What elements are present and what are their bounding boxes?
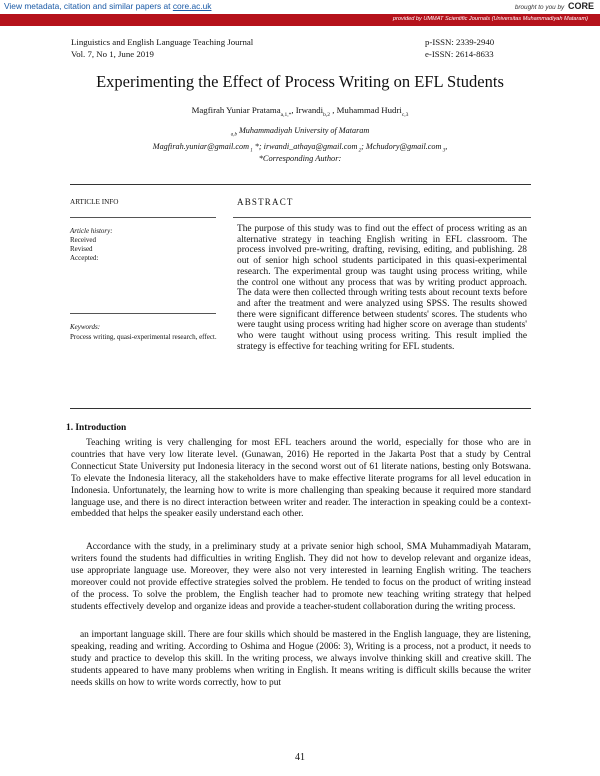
issn-block bbox=[425, 36, 494, 60]
section-heading-introduction: 1. Introduction bbox=[66, 423, 127, 433]
brought-by-text: brought to you by bbox=[514, 4, 565, 11]
email-3-sup: 3 bbox=[441, 148, 446, 154]
email-2-sup: 2 bbox=[357, 148, 362, 154]
keywords-list: Process writing, quasi-experimental research, effect. bbox=[70, 332, 217, 341]
revised: Revised bbox=[70, 245, 93, 253]
intro-paragraph-1: Teaching writing is very challenging for most EFL teachers around the world, especially for those who are in countries that have very low literate level. (Gunawan, 2016) He reported in the Jakarta Post that a study by Central Connecticut State University put Indonesia literacy in the second worst out of 61 literate nations, besting only Botswana. To elevate the Indonesia literacy, all the stakeholders have to make effective literate programs for all level education in Indonesia. Unfortunately, the learning how to write is more challenging than speaking because it required more standard language use, and there is no direct interaction between writer and reader. The interaction in speaking could be a context-embedded that helps the speaker easily understand each other. bbox=[71, 438, 531, 520]
author-2-sup: b,2 bbox=[323, 111, 330, 118]
article-info-heading: ARTICLE INFO bbox=[70, 198, 119, 206]
core-logo[interactable]: CORE bbox=[567, 1, 594, 11]
email-2: *; irwandi_athaya@gmail.com bbox=[252, 141, 358, 151]
author-2: , Irwandi bbox=[291, 105, 324, 115]
history-rule bbox=[70, 313, 216, 314]
keywords-label: Keywords: bbox=[70, 323, 101, 331]
core-metadata-link[interactable] bbox=[4, 1, 211, 11]
info-rule bbox=[70, 217, 216, 218]
journal-header bbox=[71, 36, 253, 60]
author-3-sup: c,3 bbox=[401, 111, 409, 118]
history-label: Article history: bbox=[70, 227, 113, 235]
top-rule bbox=[70, 184, 531, 185]
author-1-sup: a,1,* bbox=[280, 111, 292, 118]
email-1: Magfirah.yuniar@gmail.com bbox=[152, 141, 249, 151]
e-issn: e-ISSN: 2614-8633 bbox=[425, 49, 494, 59]
corresponding-author: *Corresponding Author: bbox=[258, 154, 342, 163]
journal-volume: Vol. 7, No 1, June 2019 bbox=[71, 49, 154, 59]
provider-text: provided by UMMAT Scientific Journals (Universitas Muhammadiyah Mataram) bbox=[392, 16, 588, 22]
affil-sup: a,b bbox=[230, 132, 237, 138]
core-link[interactable]: core.ac.uk bbox=[172, 1, 212, 11]
affiliation bbox=[0, 125, 600, 156]
email-3: ; Mchudory@gmail.com bbox=[361, 141, 442, 151]
bottom-rule bbox=[70, 408, 531, 409]
email-1-sup: 1 bbox=[249, 148, 253, 154]
article-history bbox=[70, 227, 113, 263]
paper-title: Experimenting the Effect of Process Writing on EFL Students bbox=[96, 72, 504, 91]
author-3: , Muhammad Hudri bbox=[330, 105, 402, 115]
p-issn: p-ISSN: 2339-2940 bbox=[425, 37, 495, 47]
keywords-block bbox=[70, 323, 220, 342]
page-number: 41 bbox=[295, 752, 305, 763]
author-1: Magfirah Yuniar Pratama bbox=[191, 105, 281, 115]
author-list bbox=[0, 105, 600, 118]
received: Received bbox=[70, 236, 97, 244]
abstract-heading: ABSTRACT bbox=[237, 197, 294, 207]
accepted: Accepted: bbox=[70, 254, 99, 262]
abstract-rule bbox=[233, 217, 531, 218]
core-brand[interactable] bbox=[515, 1, 594, 11]
abstract-text: The purpose of this study was to find out the effect of process writing as an alternative strategy in teaching English writing in EFL classroom. The process involved pre-writing, drafting, revising, editing, and publishing. 28 out of senior high school students participated in this quasi-experimental research. The experimental group was taught using process writing, while the control one without any process that was by writing product approach. The data were then collected through writing tests about recount texts before and after the treatment and were analyzed using SPSS. The results showed there were significant difference between students' scores. The students who were taught using process writing had higher score on average than students' who were taught without using process writing. This result implied the strategy is effective for teaching writing for EFL students. bbox=[237, 224, 527, 352]
affil-institution: Muhammadiyah University of Mataram bbox=[236, 126, 370, 135]
core-metadata-text: View metadata, citation and similar papers at bbox=[4, 1, 173, 11]
journal-name: Linguistics and English Language Teaching Journal bbox=[71, 37, 254, 47]
email-end: , bbox=[445, 141, 448, 151]
intro-paragraph-2: Accordance with the study, in a preliminary study at a private senior high school, SMA Muhammadiyah Mataram, writers found the students had difficulties in writing English. They did not how to develop relevant and organize ideas, use appropriate language use. Moreover, they were also not very interested in learning English writing. The teachers moreover could not provide effective strategies solved the problem. He tended to focus on the product of writing instead of the process. To solve the problem, the English teacher had to promote new teaching writing strategy that helped students effectively develop and organize ideas and provide a teacher-student collaboration during the writing process. bbox=[71, 542, 531, 612]
intro-paragraph-3: an important language skill. There are four skills which should be mastered in the English language, they are listening, speaking, reading and writing. According to Oshima and Hogue (2006: 3), Writing is a process, not a product, it needs to study and practice to develop this skill. In the writing process, we always involve thinking skill and creative skill. The students appeared to have many problems when writing in English. It means writing is difficult skills because the writer needs skills on how to write words correctly, how to put bbox=[71, 630, 531, 688]
